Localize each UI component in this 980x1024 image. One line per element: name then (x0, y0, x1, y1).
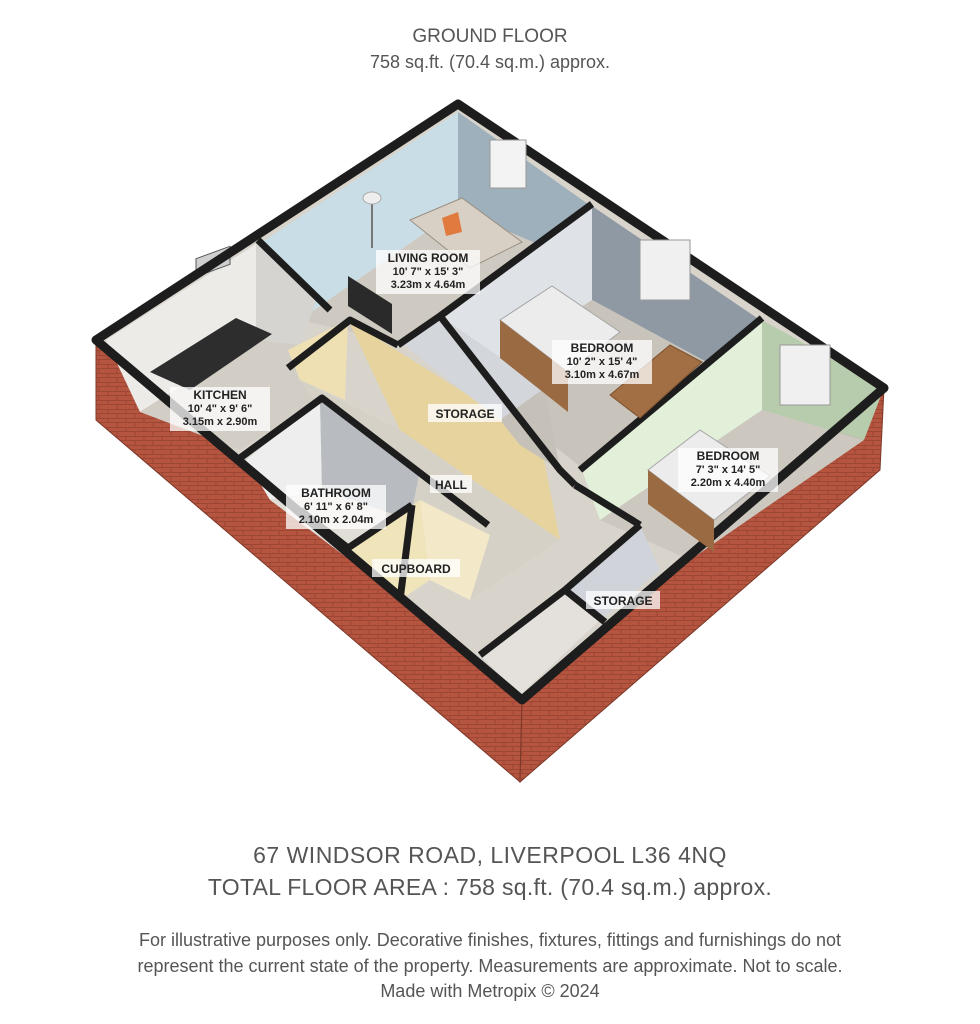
label-storage-upper (428, 404, 502, 422)
credit-line: Made with Metropix © 2024 (380, 981, 600, 1001)
room-name: BEDROOM (696, 449, 760, 463)
label-storage-lower (586, 591, 660, 609)
room-dims-imperial: 6' 11" x 6' 8" (304, 501, 368, 513)
svg-text:HALL: HALL (435, 478, 467, 492)
room-dims-metric: 2.10m x 2.04m (298, 514, 374, 526)
room-dims-imperial: 7' 3" x 14' 5" (695, 464, 761, 476)
floor-title: GROUND FLOOR (412, 26, 568, 47)
room-name: BATHROOM (301, 486, 371, 500)
room-dims-metric: 3.10m x 4.67m (564, 369, 640, 381)
window-icon (490, 140, 526, 188)
room-label-bathroom (286, 485, 386, 529)
room-label-kitchen (170, 387, 270, 431)
room-dims-metric: 2.20m x 4.40m (690, 477, 766, 489)
room-label-bedroom-upper (552, 340, 652, 384)
label-hall (430, 475, 472, 493)
floor-area: 758 sq.ft. (70.4 sq.m.) approx. (369, 52, 611, 72)
room-label-living-room (376, 250, 480, 294)
room-dims-metric: 3.23m x 4.64m (390, 279, 466, 291)
label-cupboard (372, 559, 460, 577)
disclaimer-line-2: represent the current state of the property. Measurements are approximate. Not to scale. (137, 956, 843, 976)
room-name: KITCHEN (193, 388, 247, 402)
property-address: 67 WINDSOR ROAD, LIVERPOOL L36 4NQ (253, 842, 727, 868)
room-dims-metric: 3.15m x 2.90m (182, 416, 258, 428)
window-icon-bedroom-upper (640, 240, 690, 300)
svg-text:STORAGE: STORAGE (593, 594, 653, 608)
window-icon-bedroom-lower (780, 345, 830, 405)
room-dims-imperial: 10' 2" x 15' 4" (566, 356, 638, 368)
svg-text:STORAGE: STORAGE (435, 407, 495, 421)
room-name: LIVING ROOM (387, 251, 469, 265)
room-label-bedroom-lower (678, 448, 778, 492)
room-name: BEDROOM (570, 341, 634, 355)
svg-text:CUPBOARD: CUPBOARD (381, 562, 451, 576)
room-dims-imperial: 10' 4" x 9' 6" (187, 403, 253, 415)
total-floor-area: TOTAL FLOOR AREA : 758 sq.ft. (70.4 sq.m.) approx. (207, 874, 773, 900)
lamp-shade-icon (363, 192, 381, 204)
disclaimer-line-1: For illustrative purposes only. Decorative finishes, fixtures, fittings and furnishings do not (139, 930, 841, 950)
room-dims-imperial: 10' 7" x 15' 3" (392, 266, 464, 278)
